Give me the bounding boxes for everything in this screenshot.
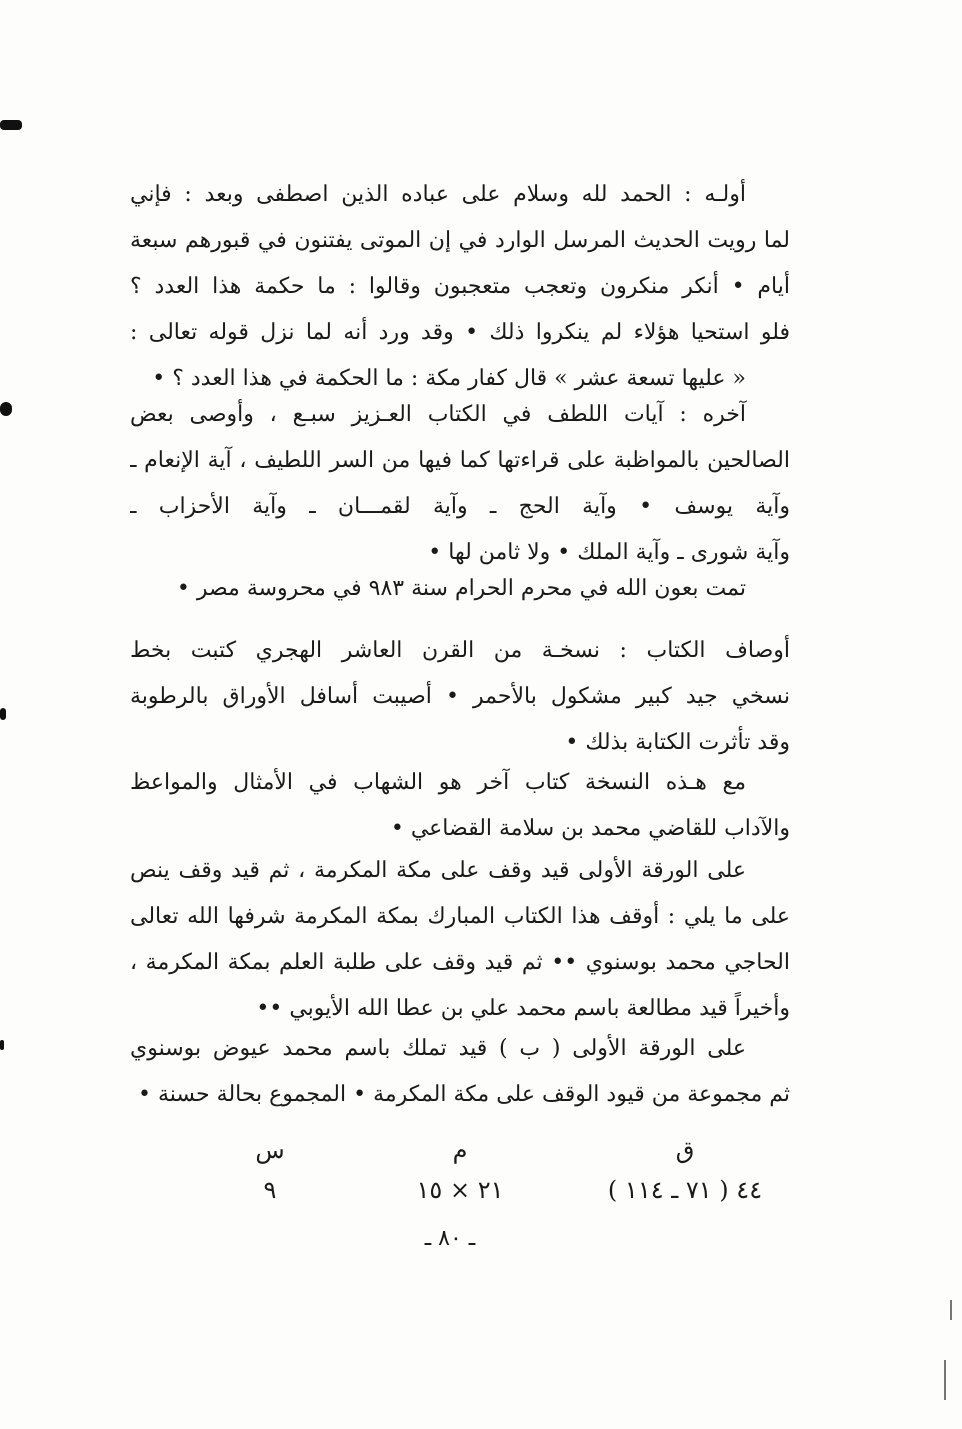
stat-lines (230, 1130, 310, 1210)
stat-folios (600, 1130, 770, 1210)
stat-label: ق (675, 1136, 695, 1164)
text-line: مع هـذه النسخة كتاب آخر هو الشهاب في الأمثال والمواعظ (130, 770, 746, 795)
text-line: لما رويت الحديث المرسل الوارد في إن الموتى يفتنون في قبورهم سبعة (130, 228, 790, 253)
text-line: وأخيراً قيد مطالعة باسم محمد علي بن عطا الله الأيوبي •• (256, 996, 790, 1021)
text-line: والآداب للقاضي محمد بن سلامة القضاعي • (390, 816, 790, 841)
paragraph-companion-book (130, 760, 790, 852)
page-number: ـ ٨٠ ـ (424, 1226, 476, 1251)
text-line: وقد تأثرت الكتابة بذلك • (565, 730, 790, 755)
scan-margin-mark (0, 402, 12, 416)
stat-value: ٩ (263, 1176, 277, 1204)
text-line: أولـه : الحمد لله وسلام على عباده الذين اصطفى وبعد : فإني (130, 182, 746, 207)
stat-value: ٢١ × ١٥ (416, 1176, 504, 1204)
text-line: فلو استحيا هؤلاء لم ينكروا ذلك • وقد ورد أنه لما نزل قوله تعالى : (130, 320, 790, 345)
manuscript-stats (230, 1130, 770, 1220)
text-line: على الورقة الأولى قيد وقف على مكة المكرمة ، ثم قيد وقف ينص (130, 858, 746, 883)
text-line: « عليها تسعة عشر » قال كفار مكة : ما الحكمة في هذا العدد ؟ • (152, 366, 746, 391)
stat-label: س (255, 1136, 285, 1164)
stat-value: ٤٤ ( ٧١ ـ ١١٤ ) (607, 1176, 763, 1204)
text-line: الصالحين بالمواظبة على قراءتها كما فيها من السر اللطيف ، آية الإنعام ـ (130, 448, 790, 473)
text-line: على ما يلي : أوقف هذا الكتاب المبارك بمكة المكرمة شرفها الله تعالى (130, 904, 790, 929)
text-line: تمت بعون الله في محرم الحرام سنة ٩٨٣ في محروسة مصر • (176, 576, 746, 601)
text-line: وآية شورى ـ وآية الملك • ولا ثامن لها • (428, 540, 790, 565)
text-line: على الورقة الأولى ( ب ) قيد تملك باسم محمد عيوض بوسنوي (130, 1036, 746, 1061)
text-line: الحاجي محمد بوسنوي •• ثم قيد وقف على طلبة العلم بمكة المكرمة ، (130, 950, 790, 975)
paragraph-colophon (130, 566, 790, 612)
paragraph-ending (130, 392, 790, 576)
text-line: آخره : آيات اللطف في الكتاب العـزيز سبـع ، وأوصى بعض (130, 402, 747, 427)
scan-margin-mark (0, 120, 22, 130)
text-line: وآية يوسف • وآية الحج ـ وآية لقمـــان ـ وآية الأحزاب ـ (130, 494, 790, 519)
scan-margin-mark (0, 708, 6, 720)
paragraph-opening (130, 172, 790, 402)
paragraph-endowment-notes (130, 848, 790, 1032)
text-line: أوصاف الكتاب : نسخـة من القرن العاشر الهجري كتبت بخط (130, 638, 790, 663)
stat-label: م (452, 1136, 468, 1164)
scan-edge-mark (950, 1300, 952, 1320)
paragraph-description (130, 628, 790, 766)
paragraph-ownership-notes (130, 1026, 790, 1118)
text-line: ثم مجموعة من قيود الوقف على مكة المكرمة • المجموع بحالة حسنة • (138, 1082, 790, 1107)
text-line: أيام • أنكر منكرون وتعجب متعجبون وقالوا : ما حكمة هذا العدد ؟ (130, 274, 790, 299)
scan-margin-mark (0, 1040, 4, 1050)
stat-dimensions (400, 1130, 520, 1210)
text-line: نسخي جيد كبير مشكول بالأحمر • أصيبت أسافل الأوراق بالرطوبة (130, 684, 790, 709)
scan-edge-mark (944, 1360, 946, 1400)
